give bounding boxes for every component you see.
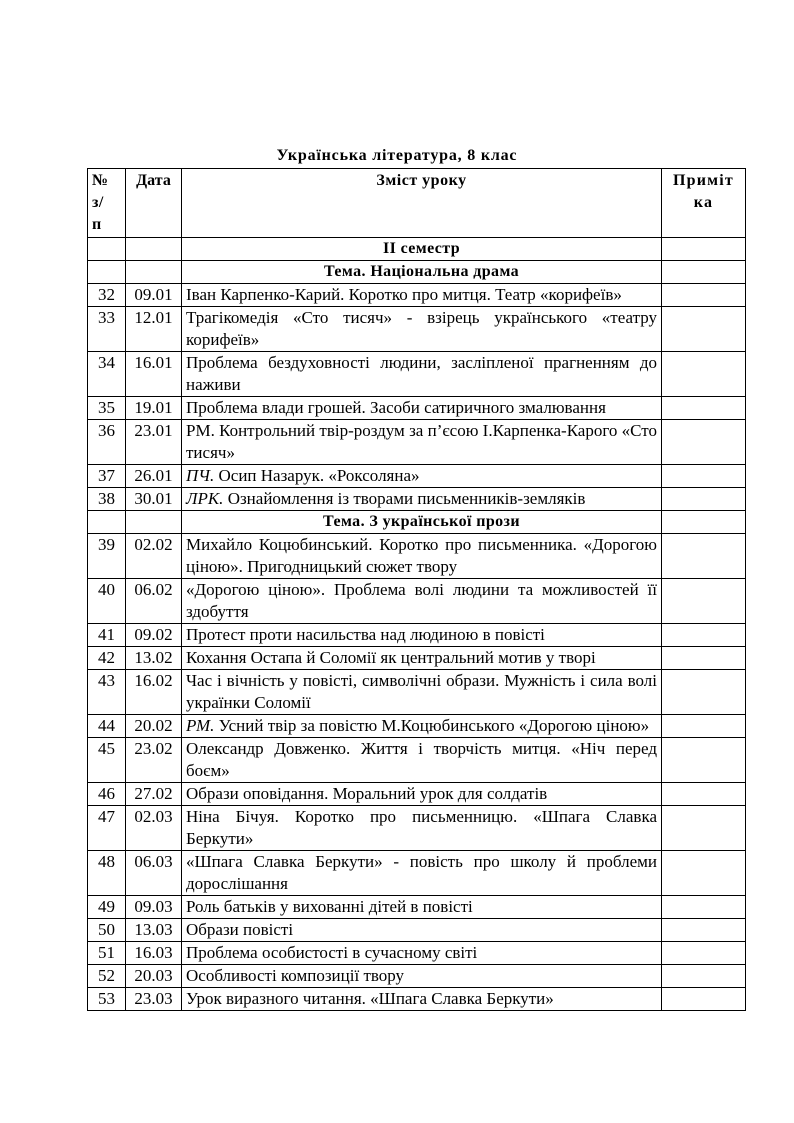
lesson-type-prefix: ЛРК. [186,489,224,508]
lesson-number: 34 [88,352,126,397]
lesson-number: 33 [88,307,126,352]
lesson-topic-text: Ніна Бічуя. Коротко про письменницю. «Шпага Славка Беркути» [186,807,657,848]
lesson-topic [182,284,662,307]
lesson-topic [182,896,662,919]
note-cell [662,670,746,715]
table-row [88,988,746,1011]
lesson-date: 23.03 [126,988,182,1011]
lesson-topic [182,965,662,988]
lesson-date: 23.02 [126,738,182,783]
lesson-number: 52 [88,965,126,988]
table-row [88,965,746,988]
lesson-topic [182,534,662,579]
lesson-topic-text: Образи оповідання. Моральний урок для солдатів [186,784,548,803]
table-header-row [88,169,746,238]
lesson-topic [182,851,662,896]
lesson-number: 45 [88,738,126,783]
note-cell [662,647,746,670]
lesson-topic-text: Усний твір за повістю М.Коцюбинського «Дорогою ціною» [218,716,650,735]
header-note: Приміт ка [662,169,746,238]
section-row [88,238,746,261]
lesson-topic [182,624,662,647]
empty-cell [88,261,126,284]
lesson-topic-text: Олександр Довженко. Життя і творчість митця. «Ніч перед боєм» [186,739,657,780]
table-row [88,352,746,397]
lesson-date: 09.01 [126,284,182,307]
lesson-topic-text: Проблема влади грошей. Засоби сатиричного змалювання [186,398,606,417]
empty-cell [88,511,126,534]
lesson-date: 16.02 [126,670,182,715]
lesson-number: 38 [88,488,126,511]
lesson-date: 16.03 [126,942,182,965]
table-row [88,896,746,919]
note-cell [662,465,746,488]
section-row [88,261,746,284]
note-cell [662,488,746,511]
table-row [88,919,746,942]
lesson-date: 02.03 [126,806,182,851]
lesson-topic [182,647,662,670]
lesson-date: 06.03 [126,851,182,896]
table-row [88,284,746,307]
lesson-topic [182,783,662,806]
lesson-date: 13.03 [126,919,182,942]
note-cell [662,579,746,624]
lesson-date: 16.01 [126,352,182,397]
note-cell [662,624,746,647]
table-row [88,738,746,783]
lesson-topic [182,420,662,465]
table-row [88,715,746,738]
note-cell [662,420,746,465]
lesson-number: 37 [88,465,126,488]
header-content: Зміст уроку [182,169,662,238]
lesson-date: 13.02 [126,647,182,670]
lesson-type-prefix: РМ. [186,716,215,735]
note-cell [662,397,746,420]
note-cell [662,783,746,806]
lesson-topic-text: РМ. Контрольний твір-роздум за п’єсою І.Карпенка-Карого «Сто тисяч» [186,421,657,462]
table-row [88,647,746,670]
note-cell [662,238,746,261]
lesson-date: 19.01 [126,397,182,420]
lesson-topic-text: Протест проти насильства над людиною в повісті [186,625,545,644]
note-cell [662,919,746,942]
lesson-number: 48 [88,851,126,896]
lesson-topic [182,488,662,511]
note-cell [662,715,746,738]
note-cell [662,965,746,988]
lesson-topic [182,806,662,851]
lesson-topic [182,579,662,624]
table-body [88,238,746,1011]
lesson-date: 20.03 [126,965,182,988]
note-cell [662,511,746,534]
note-cell [662,307,746,352]
lesson-topic-text: Іван Карпенко-Карий. Коротко про митця. Театр «корифеїв» [186,285,622,304]
lesson-topic [182,397,662,420]
lesson-number: 32 [88,284,126,307]
lesson-topic [182,715,662,738]
note-cell [662,942,746,965]
note-cell [662,284,746,307]
lesson-date: 30.01 [126,488,182,511]
lesson-date: 26.01 [126,465,182,488]
lesson-topic-text: Особливості композиції твору [186,966,405,985]
section-title: ІІ семестр [182,238,662,261]
section-title: Тема. З української прози [182,511,662,534]
lesson-number: 35 [88,397,126,420]
note-cell [662,988,746,1011]
lesson-number: 40 [88,579,126,624]
lesson-plan-table [87,168,746,1011]
lesson-topic-text: Осип Назарук. «Роксоляна» [218,466,420,485]
lesson-date: 06.02 [126,579,182,624]
lesson-type-prefix: ПЧ. [186,466,215,485]
lesson-topic-text: Кохання Остапа й Соломії як центральний мотив у творі [186,648,596,667]
lesson-number: 43 [88,670,126,715]
lesson-date: 23.01 [126,420,182,465]
lesson-number: 49 [88,896,126,919]
table-row [88,465,746,488]
section-title: Тема. Національна драма [182,261,662,284]
empty-cell [126,238,182,261]
table-row [88,624,746,647]
lesson-topic [182,352,662,397]
lesson-topic-text: Образи повісті [186,920,294,939]
lesson-topic [182,465,662,488]
table-row [88,670,746,715]
page-title: Українська література, 8 клас [276,147,518,164]
lesson-topic [182,988,662,1011]
lesson-topic [182,942,662,965]
empty-cell [88,238,126,261]
empty-cell [126,261,182,284]
section-row [88,511,746,534]
table-row [88,397,746,420]
lesson-number: 46 [88,783,126,806]
note-cell [662,896,746,919]
lesson-date: 02.02 [126,534,182,579]
table-row [88,942,746,965]
lesson-topic-text: Урок виразного читання. «Шпага Славка Беркути» [186,989,554,1008]
note-cell [662,851,746,896]
lesson-number: 42 [88,647,126,670]
lesson-number: 47 [88,806,126,851]
empty-cell [126,511,182,534]
lesson-number: 44 [88,715,126,738]
table-row [88,488,746,511]
lesson-topic [182,307,662,352]
lesson-date: 27.02 [126,783,182,806]
lesson-topic-text: Проблема особистості в сучасному світі [186,943,478,962]
note-cell [662,806,746,851]
table-row [88,307,746,352]
lesson-number: 51 [88,942,126,965]
lesson-date: 20.02 [126,715,182,738]
lesson-topic-text: Михайло Коцюбинський. Коротко про письменника. «Дорогою ціною». Пригодницький сюжет твору [186,535,657,576]
lesson-topic-text: Проблема бездуховності людини, засліпленої прагненням до наживи [186,353,657,394]
table-row [88,783,746,806]
lesson-number: 36 [88,420,126,465]
table-row [88,579,746,624]
table-row [88,851,746,896]
lesson-topic-text: Ознайомлення із творами письменників-земляків [227,489,586,508]
lesson-topic [182,919,662,942]
lesson-date: 09.03 [126,896,182,919]
lesson-topic-text: «Дорогою ціною». Проблема волі людини та можливостей її здобуття [186,580,657,621]
table-row [88,420,746,465]
lesson-topic-text: «Шпага Славка Беркути» - повість про школу й проблеми дорослішання [186,852,657,893]
note-cell [662,352,746,397]
note-cell [662,534,746,579]
lesson-topic-text: Трагікомедія «Сто тисяч» - взірець українського «театру корифеїв» [186,308,657,349]
lesson-number: 41 [88,624,126,647]
lesson-number: 39 [88,534,126,579]
header-number: № з/ п [88,169,126,238]
lesson-number: 50 [88,919,126,942]
lesson-topic [182,670,662,715]
lesson-date: 09.02 [126,624,182,647]
table-row [88,534,746,579]
note-cell [662,738,746,783]
note-cell [662,261,746,284]
lesson-topic [182,738,662,783]
lesson-topic-text: Час і вічність у повісті, символічні образи. Мужність і сила волі українки Соломії [186,671,657,712]
table-row [88,806,746,851]
header-date: Дата [126,169,182,238]
lesson-topic-text: Роль батьків у вихованні дітей в повісті [186,897,473,916]
lesson-number: 53 [88,988,126,1011]
lesson-date: 12.01 [126,307,182,352]
